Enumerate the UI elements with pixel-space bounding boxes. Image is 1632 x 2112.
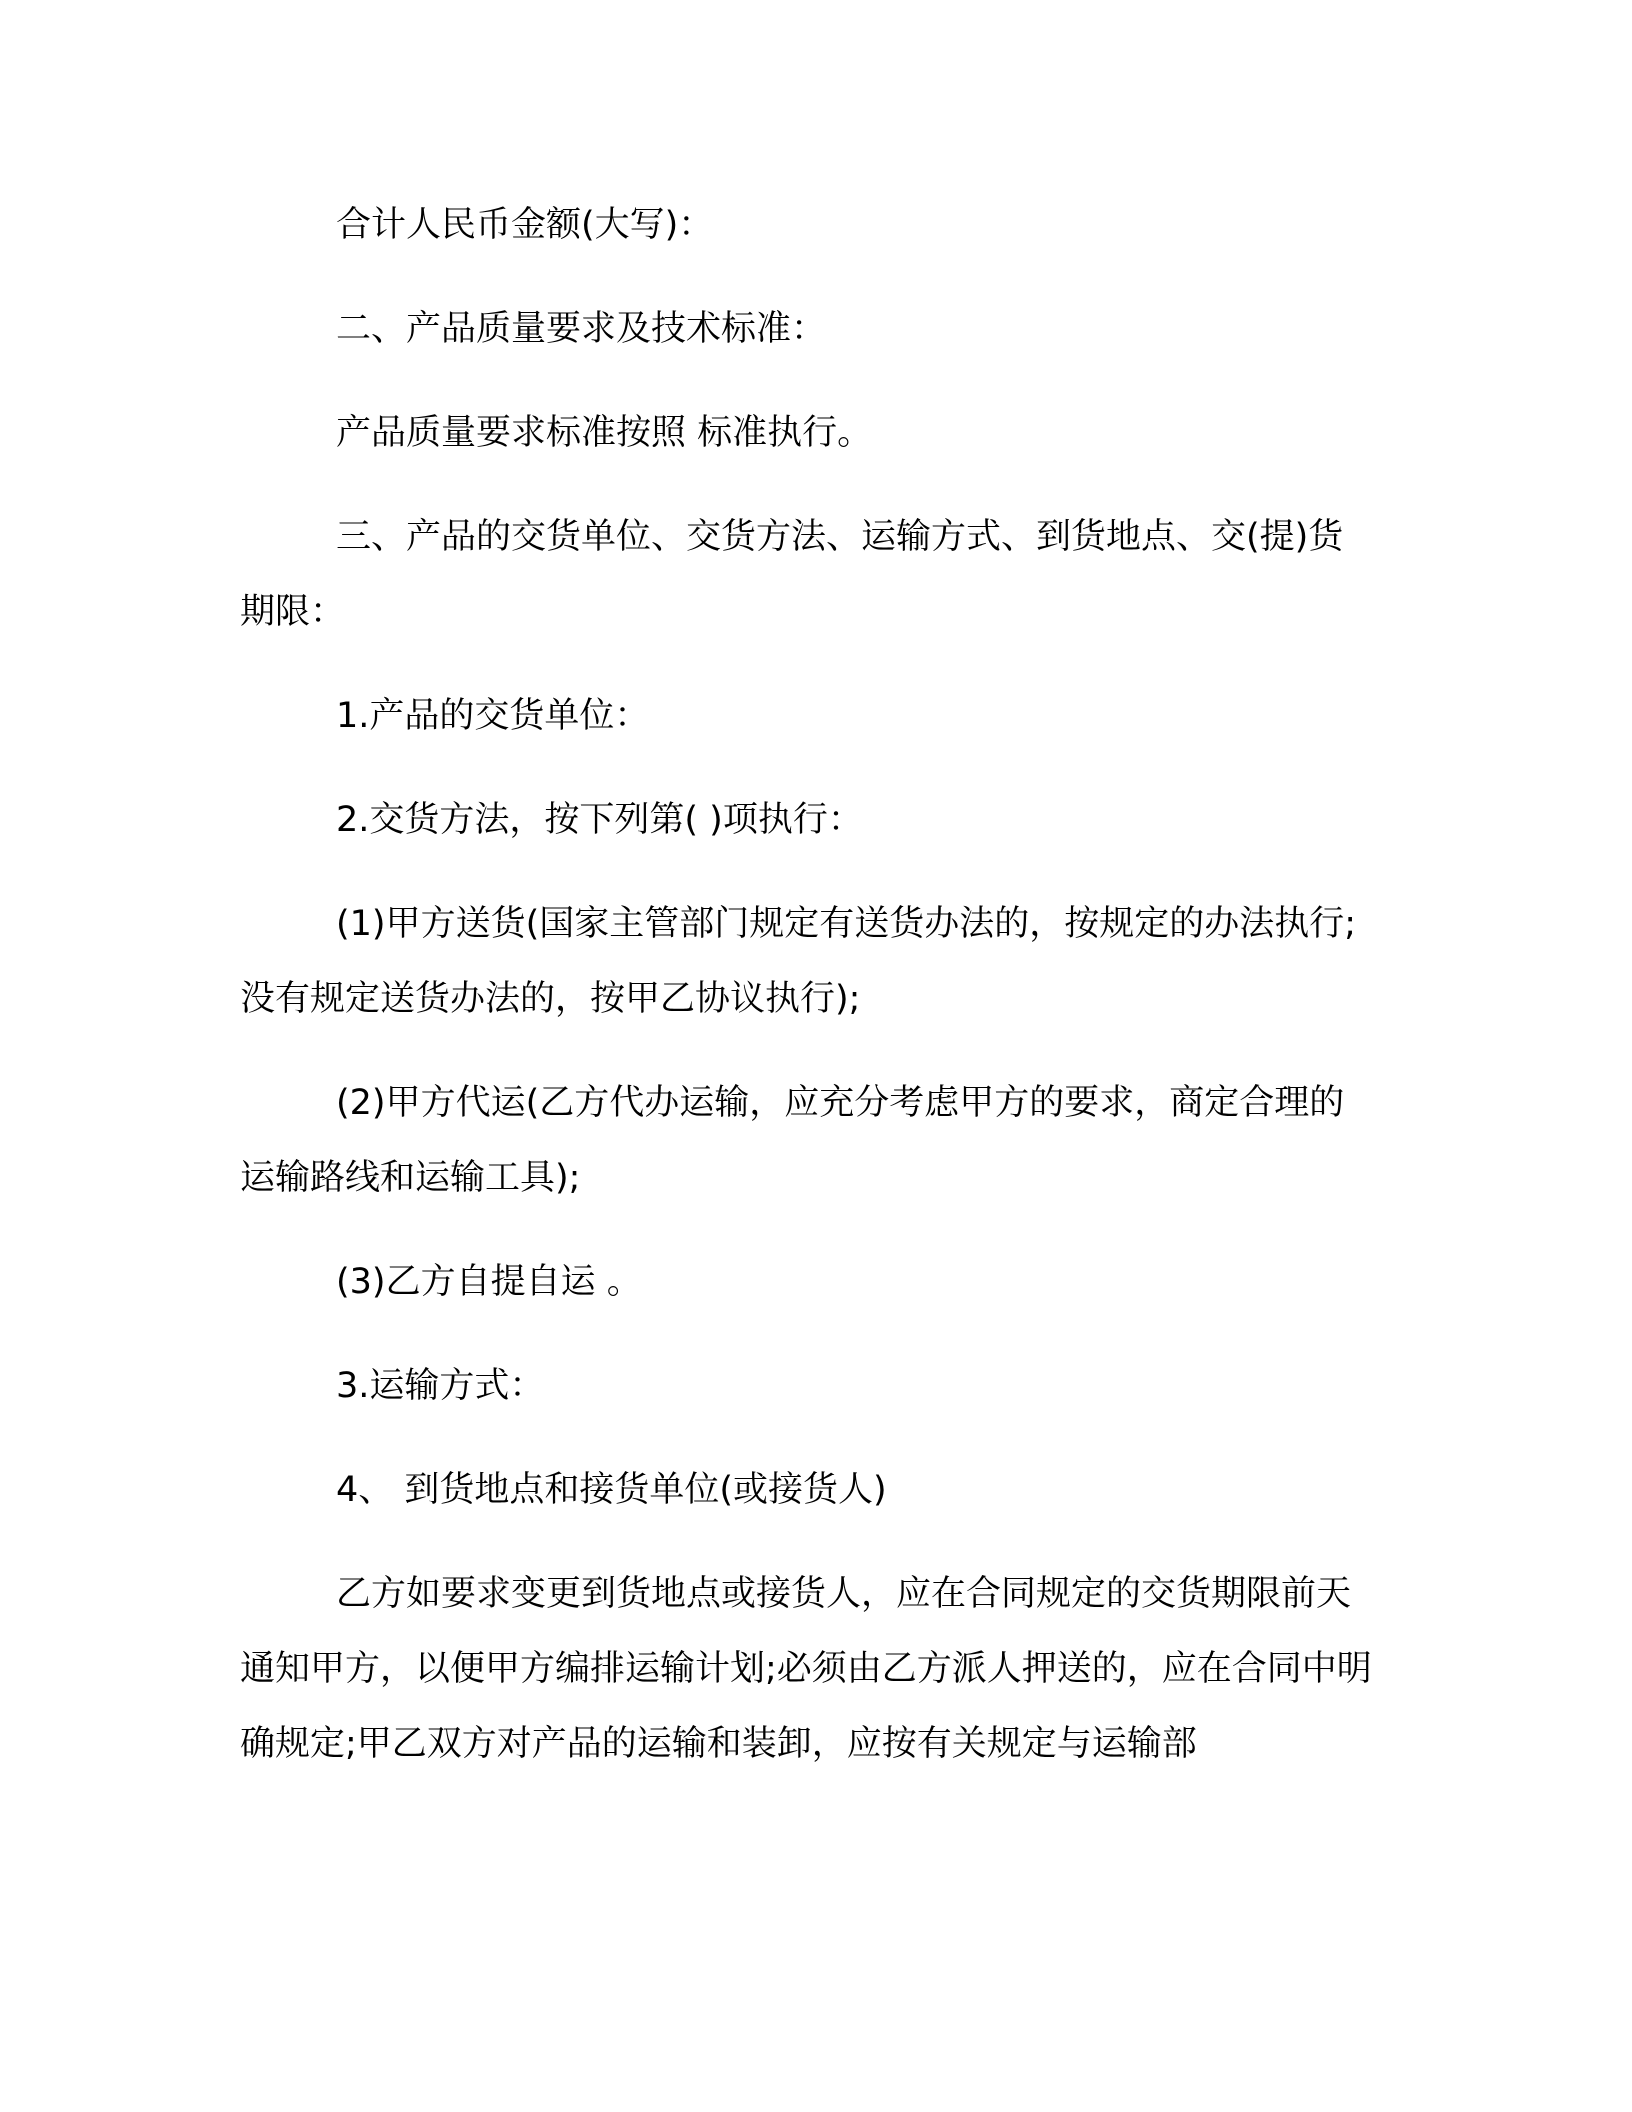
paragraph-option-3: (3)乙方自提自运 。 [336, 1262, 642, 1302]
paragraph-delivery-unit: 1.产品的交货单位： [336, 696, 650, 736]
contract-text [240, 188, 1372, 1782]
paragraph-change-request: 乙方如要求变更到货地点或接货人，应在合同规定的交货期限前天通知甲方，以便甲方编排运输计划;必须由乙方派人押送的，应在合同中明确规定;甲乙双方对产品的运输和装卸，应按有关规定与运输部 [240, 1574, 1372, 1764]
paragraph-section-3-heading: 三、产品的交货单位、交货方法、运输方式、到货地点、交(提)货期限： [240, 517, 1344, 632]
paragraph-delivery-method: 2.交货方法，按下列第( )项执行： [336, 800, 863, 840]
paragraph-option-2: (2)甲方代运(乙方代办运输，应充分考虑甲方的要求，商定合理的运输路线和运输工具); [240, 1083, 1345, 1198]
paragraph-option-1: (1)甲方送货(国家主管部门规定有送货办法的，按规定的办法执行;没有规定送货办法的，按甲乙协议执行); [240, 904, 1357, 1019]
paragraph-quality-standard: 产品质量要求标准按照 标准执行。 [336, 413, 873, 453]
paragraph-total-amount: 合计人民币金额(大写)： [336, 205, 714, 245]
paragraph-section-2-heading: 二、产品质量要求及技术标准： [336, 309, 827, 349]
paragraph-transport-method: 3.运输方式： [336, 1366, 545, 1406]
paragraph-destination: 4、 到货地点和接货单位(或接货人) [336, 1470, 887, 1510]
